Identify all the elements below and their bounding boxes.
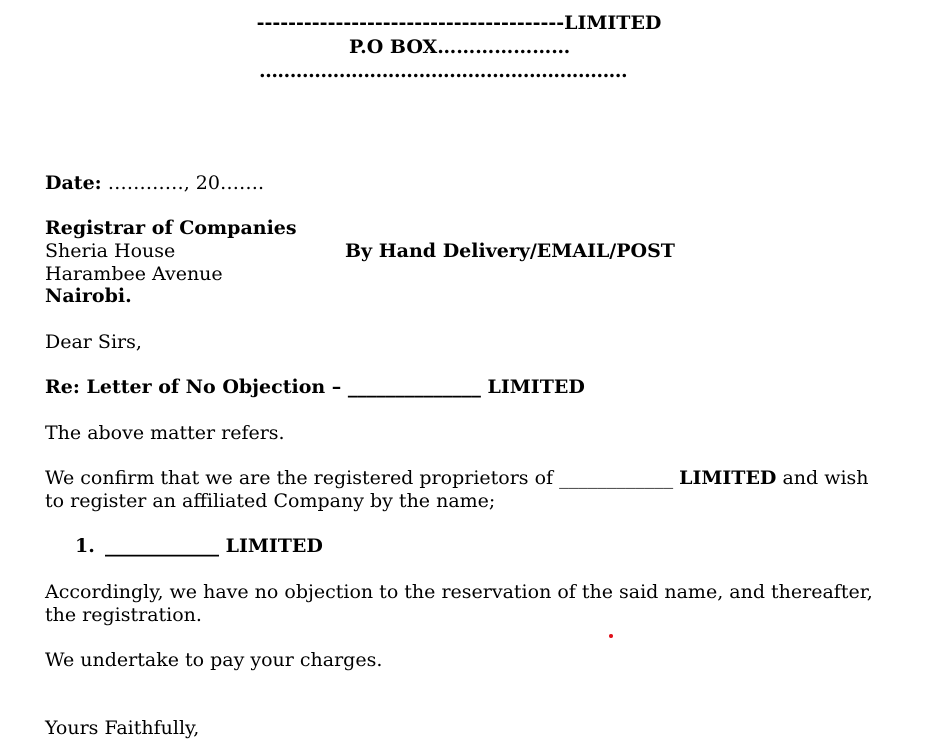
- recipient-city: Nairobi.: [45, 285, 132, 307]
- delivery-method: By Hand Delivery/EMAIL/POST: [345, 240, 675, 262]
- date-line: [45, 172, 264, 195]
- subject-line: Re: Letter of No Objection – ______________ LIMITED: [45, 376, 585, 398]
- letterhead-company-line: ---------------------------------------LIMITED: [256, 12, 662, 34]
- letterhead-po-box: P.O BOX…………………: [349, 36, 571, 58]
- body-paragraph-4: We undertake to pay your charges.: [45, 649, 383, 671]
- closing: Yours Faithfully,: [45, 717, 200, 739]
- recipient-name: Registrar of Companies: [45, 217, 297, 239]
- body-paragraph-2: [45, 467, 885, 513]
- letterhead-address-line: ……………………………………………………: [259, 60, 628, 82]
- para2-text-start: We confirm that we are the registered proprietors of ____________: [45, 467, 680, 489]
- body-paragraph-3: Accordingly, we have no objection to the reservation of the said name, and thereafter, the registration.: [45, 581, 873, 626]
- salutation: Dear Sirs,: [45, 331, 142, 353]
- red-marker-dot: [609, 634, 613, 638]
- para2-limited: LIMITED: [679, 467, 777, 489]
- para2-text-end: and wish to register an affiliated Company by the name;: [45, 467, 869, 512]
- date-label: Date:: [45, 172, 102, 194]
- body-paragraph-1: The above matter refers.: [45, 422, 285, 444]
- list-item-number: 1.: [75, 535, 95, 557]
- recipient-address-line1: Sheria House: [45, 240, 176, 262]
- date-value: …………, 20…….: [101, 172, 265, 194]
- list-item-name: ____________ LIMITED: [105, 535, 323, 557]
- recipient-address-line2: Harambee Avenue: [45, 263, 223, 285]
